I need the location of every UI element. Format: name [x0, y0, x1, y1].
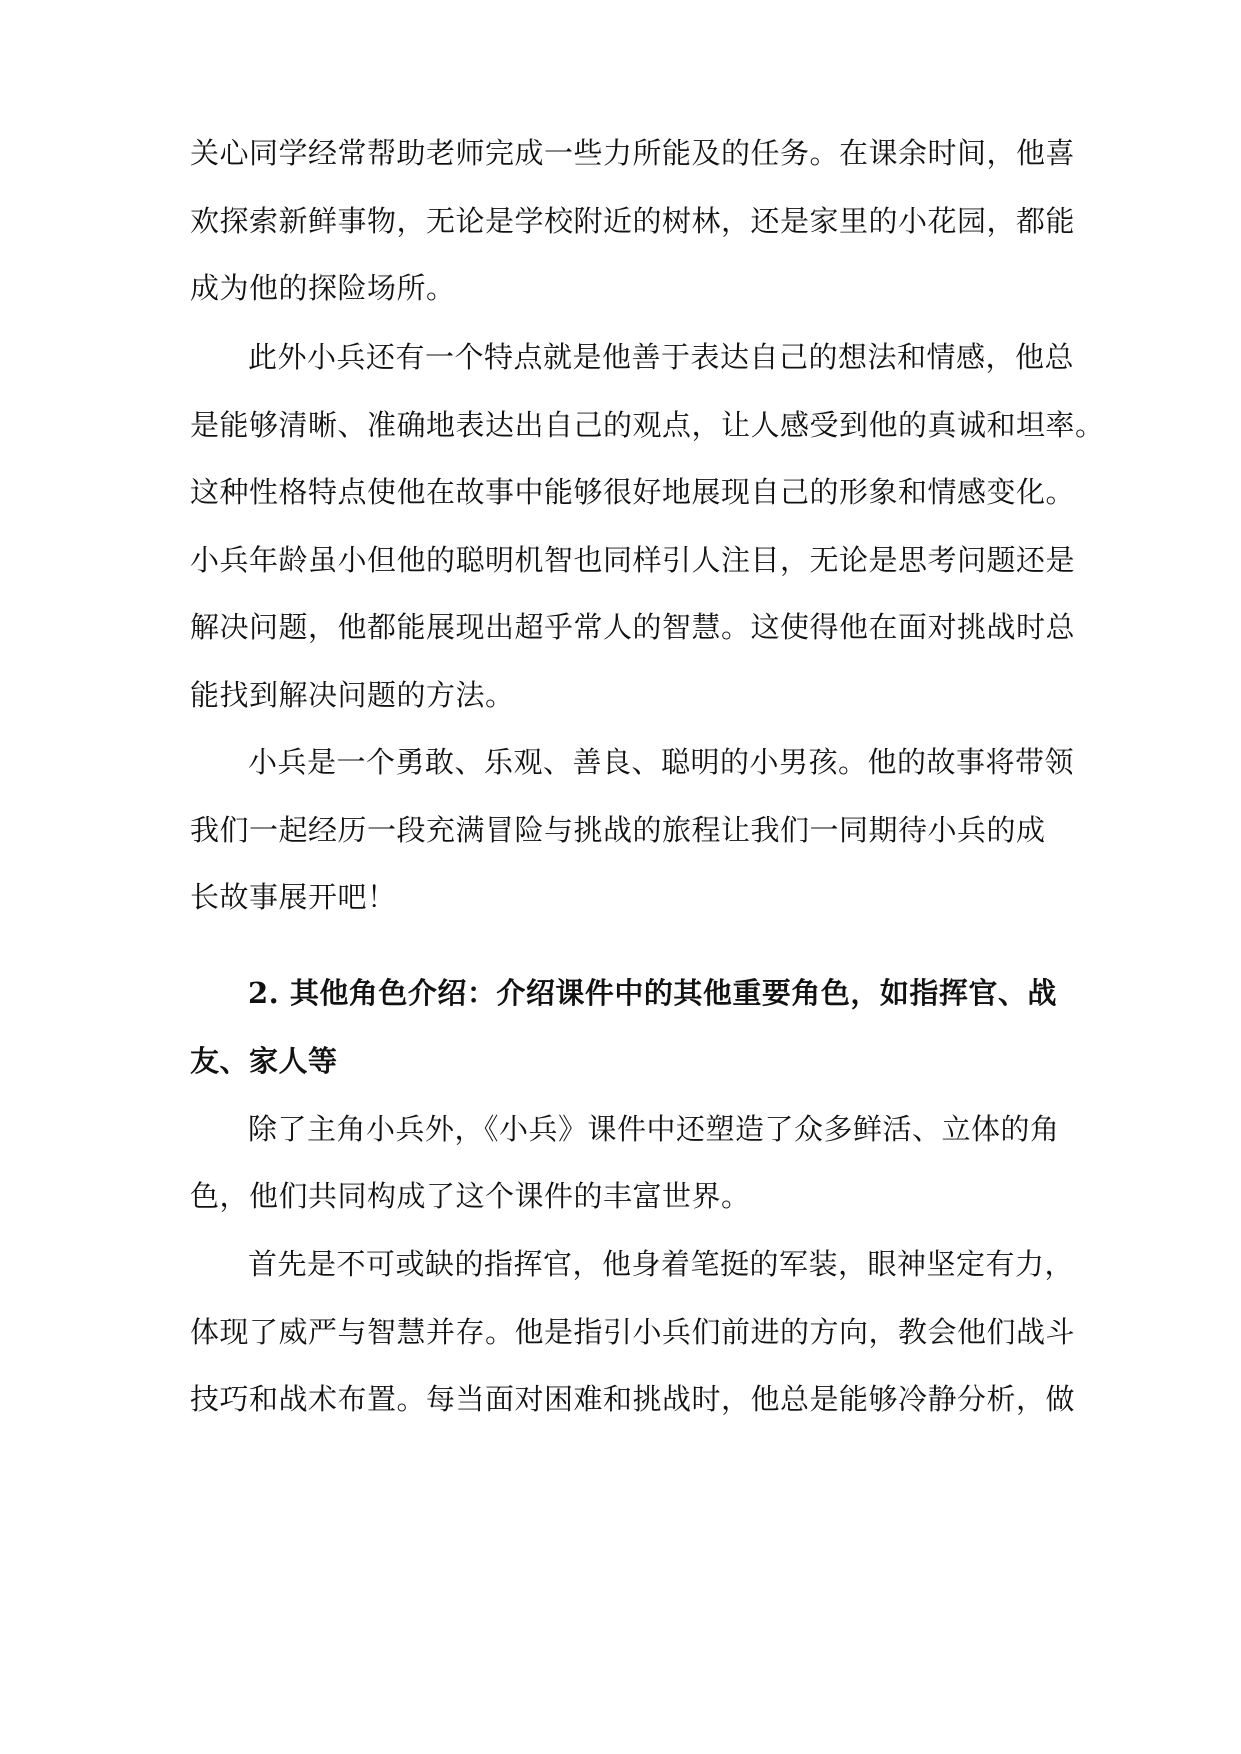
section-heading-line-2: 友、家人等	[190, 1044, 338, 1078]
paragraph-2-line-2: 是能够清晰、准确地表达出自己的观点，让人感受到他的真诚和坦率。	[190, 408, 1105, 442]
section-heading-line-1: 2. 其他角色介绍：介绍课件中的其他重要角色，如指挥官、战	[248, 976, 1057, 1010]
paragraph-2-line-6: 能找到解决问题的方法。	[190, 678, 515, 712]
paragraph-3-line-2: 我们一起经历一段充满冒险与挑战的旅程让我们一同期待小兵的成	[190, 813, 1046, 847]
paragraph-4-line-2: 色，他们共同构成了这个课件的丰富世界。	[190, 1179, 751, 1213]
paragraph-1-line-2: 欢探索新鲜事物，无论是学校附近的树林，还是家里的小花园，都能	[190, 204, 1076, 238]
paragraph-3-line-3: 长故事展开吧！	[190, 880, 397, 914]
paragraph-5-line-3: 技巧和战术布置。每当面对困难和挑战时，他总是能够冷静分析，做	[190, 1382, 1076, 1416]
paragraph-2-line-1: 此外小兵还有一个特点就是他善于表达自己的想法和情感，他总	[248, 340, 1075, 374]
paragraph-5-line-1: 首先是不可或缺的指挥官，他身着笔挺的军装，眼神坚定有力，	[248, 1247, 1075, 1281]
paragraph-1-line-1: 关心同学经常帮助老师完成一些力所能及的任务。在课余时间，他喜	[190, 136, 1076, 170]
paragraph-1-line-3: 成为他的探险场所。	[190, 271, 456, 305]
paragraph-4-line-1: 除了主角小兵外，《小兵》课件中还塑造了众多鲜活、立体的角	[248, 1112, 1060, 1146]
paragraph-2-line-4: 小兵年龄虽小但他的聪明机智也同样引人注目，无论是思考问题还是	[190, 543, 1076, 577]
document-body	[190, 0, 1105, 1754]
paragraph-2-line-5: 解决问题，他都能展现出超乎常人的智慧。这使得他在面对挑战时总	[190, 610, 1076, 644]
paragraph-3-line-1: 小兵是一个勇敢、乐观、善良、聪明的小男孩。他的故事将带领	[248, 745, 1075, 779]
paragraph-5-line-2: 体现了威严与智慧并存。他是指引小兵们前进的方向，教会他们战斗	[190, 1315, 1076, 1349]
paragraph-2-line-3: 这种性格特点使他在故事中能够很好地展现自己的形象和情感变化。	[190, 475, 1076, 509]
